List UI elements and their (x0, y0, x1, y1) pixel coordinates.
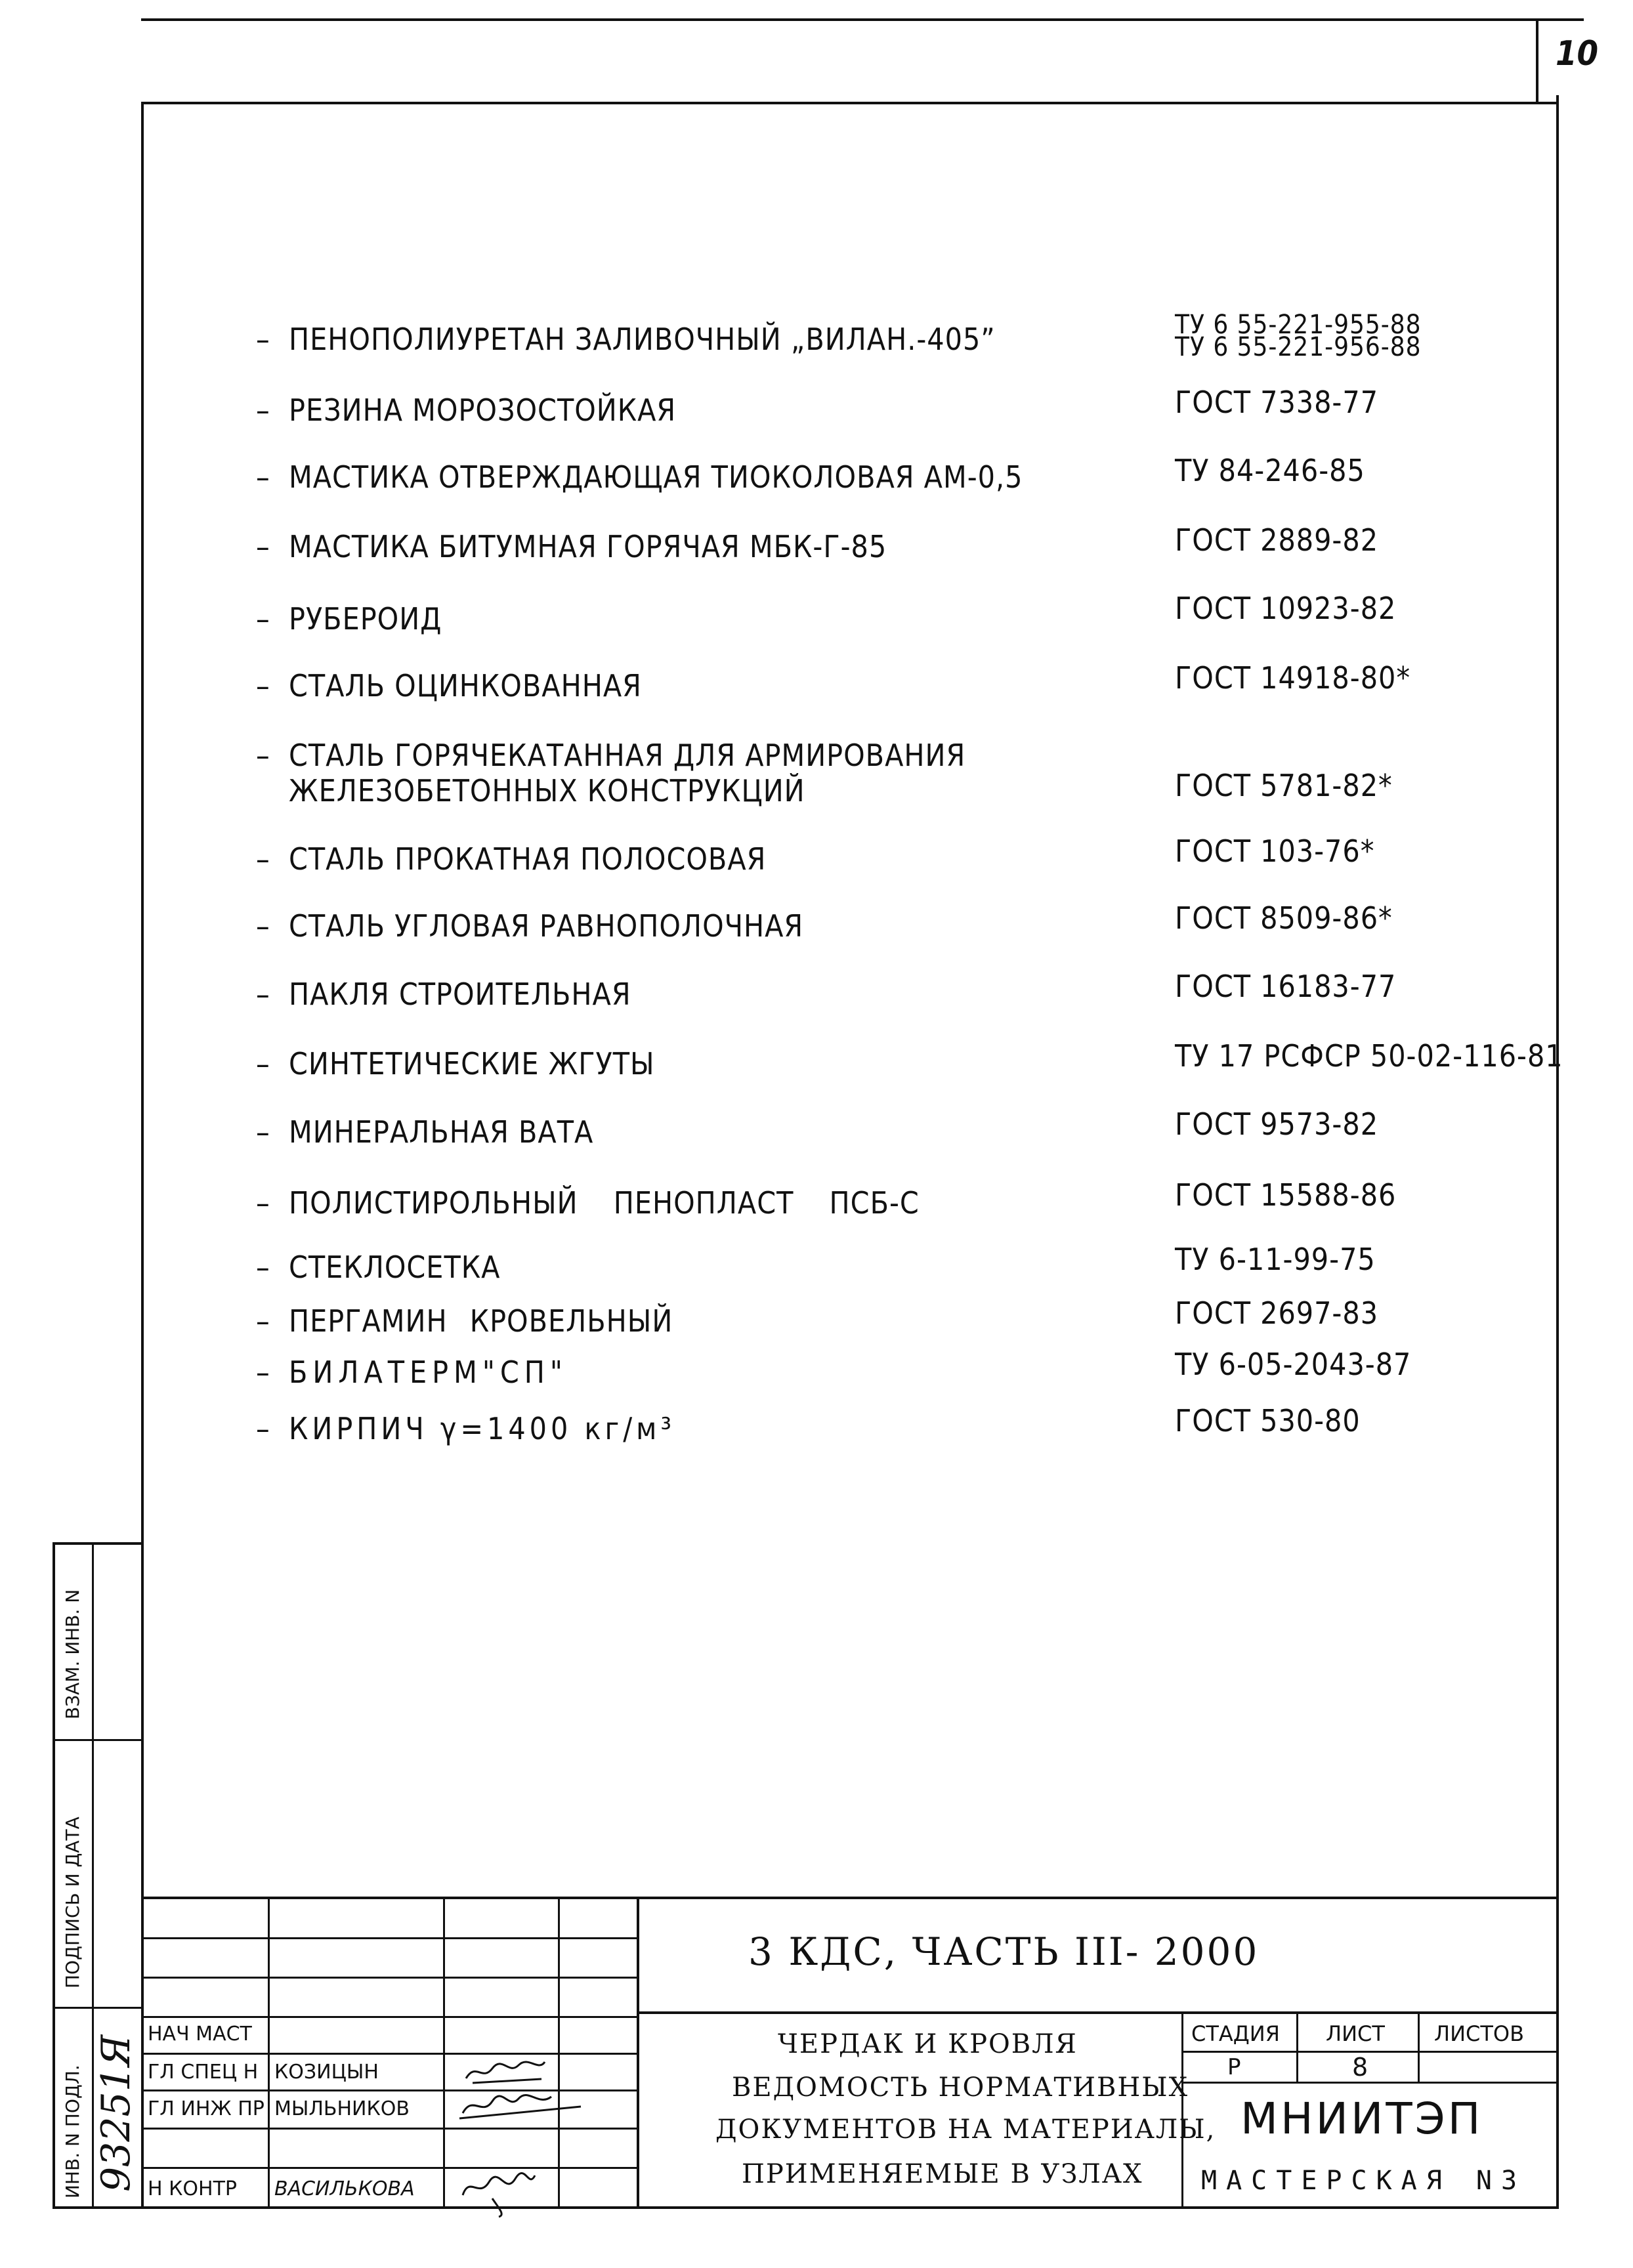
side-strip-left (53, 1542, 55, 2209)
material-name: – РЕЗИНА МОРОЗОСТОЙКАЯ (256, 392, 677, 428)
tb-top (141, 1897, 1559, 1899)
material-name: – ПЕНОПОЛИУРЕТАН ЗАЛИВОЧНЫЙ „ВИЛАН.-405” (256, 322, 996, 357)
tb-stage-row-1 (1181, 2051, 1559, 2053)
material-name: – СТАЛЬ УГЛОВАЯ РАВНОПОЛОЧНАЯ (256, 908, 804, 944)
material-doc: ГОСТ 14918-80* (1175, 660, 1411, 696)
material-doc: ТУ 17 РСФСР 50-02-116-81 (1175, 1038, 1563, 1074)
page-number: 10 (1556, 34, 1599, 74)
top-rule (141, 18, 1584, 21)
material-doc: ГОСТ 7338-77 (1175, 385, 1379, 420)
drawing-title-line-4: ПРИМЕНЯЕМЫЕ В УЗЛАХ (742, 2159, 1143, 2189)
sheet-value: 8 (1352, 2053, 1368, 2082)
tb-stage-col-left (1181, 2011, 1183, 2208)
name-kozicyn: КОЗИЦЫН (274, 2061, 379, 2084)
material-name: – СТАЛЬ ПРОКАТНАЯ ПОЛОСОВАЯ (256, 841, 767, 877)
side-strip-sep-1 (53, 1739, 143, 1741)
material-doc: ГОСТ 15588-86 (1175, 1177, 1397, 1213)
tb-stage-row-2 (1181, 2082, 1559, 2084)
material-name: – СТАЛЬ ОЦИНКОВАННАЯ (256, 668, 642, 704)
frame-left (141, 102, 144, 2208)
material-name: – ПЕРГАМИН КРОВЕЛЬНЫЙ (256, 1303, 673, 1339)
role-n-kontr: Н КОНТР (148, 2177, 237, 2200)
drawing-title-line-1: ЧЕРДАК И КРОВЛЯ (778, 2029, 1078, 2059)
project-code: 3 КДС, ЧАСТЬ III- 2000 (748, 1929, 1260, 1974)
organization-name: МНИИТЭП (1241, 2093, 1483, 2144)
role-nach-mast: НАЧ МАСТ (148, 2023, 252, 2046)
stage-header: СТАДИЯ (1191, 2021, 1280, 2046)
material-doc: ГОСТ 103-76* (1175, 833, 1375, 869)
material-name: – КИРПИЧ γ=1400 кг/м³ (256, 1411, 675, 1446)
material-name: – МАСТИКА ОТВЕРЖДАЮЩАЯ ТИОКОЛОВАЯ АМ-0,5 (256, 459, 1023, 495)
material-name: – СИНТЕТИЧЕСКИЕ ЖГУТЫ (256, 1046, 655, 1082)
material-name: – СТЕКЛОСЕТКА (256, 1250, 501, 1285)
tb-row-7 (141, 2167, 637, 2169)
tb-col-title (637, 1897, 639, 2208)
tb-row-1 (141, 1937, 637, 1939)
material-name: – БИЛАТЕРМ"СП" (256, 1354, 568, 1390)
material-doc: ТУ 6-05-2043-87 (1175, 1347, 1412, 1382)
material-doc: ГОСТ 8509-86* (1175, 900, 1393, 936)
material-doc: ТУ 84-246-85 (1175, 453, 1365, 488)
material-name: – МИНЕРАЛЬНАЯ ВАТА (256, 1114, 594, 1150)
page-number-divider (1536, 18, 1538, 104)
frame-bottom (53, 2206, 1559, 2209)
tb-stage-col-2 (1296, 2011, 1298, 2084)
tb-row-6 (141, 2128, 637, 2130)
material-name: – ПОЛИСТИРОЛЬНЫЙ ПЕНОПЛАСТ ПСБ-С (256, 1185, 920, 1221)
material-name: – СТАЛЬ ГОРЯЧЕКАТАННАЯ ДЛЯ АРМИРОВАНИЯ (256, 738, 966, 773)
side-label-vzam-inv: ВЗАМ. ИНВ. N (62, 1589, 83, 1719)
name-mylnikov: МЫЛЬНИКОВ (274, 2097, 410, 2120)
material-name: – РУБЕРОИД (256, 601, 442, 637)
role-gl-inzh: ГЛ ИНЖ ПР (148, 2097, 265, 2120)
side-label-inv-podl: ИНВ. N ПОДЛ. (62, 2065, 83, 2198)
material-doc: ГОСТ 2889-82 (1175, 522, 1379, 558)
material-doc: ГОСТ 2697-83 (1175, 1295, 1379, 1331)
frame-right (1556, 95, 1559, 2208)
sheet-header: ЛИСТ (1326, 2021, 1385, 2046)
tb-row-3 (141, 2016, 637, 2018)
name-vasilkova: ВАСИЛЬКОВА (274, 2177, 415, 2200)
material-doc: ГОСТ 5781-82* (1175, 768, 1393, 803)
side-strip-top (53, 1542, 143, 1545)
role-gl-spec: ГЛ СПЕЦ Н (148, 2061, 259, 2084)
material-doc: ГОСТ 16183-77 (1175, 969, 1397, 1004)
material-doc: ТУ 6 55-221-955-88 ТУ 6 55-221-956-88 (1175, 310, 1422, 362)
material-name-continued: ЖЕЛЕЗОБЕТОННЫХ КОНСТРУКЦИЙ (289, 773, 805, 808)
drawing-title-line-2: ВЕДОМОСТЬ НОРМАТИВНЫХ (732, 2072, 1189, 2103)
tb-stage-col-3 (1418, 2011, 1420, 2084)
signature-mylnikov (453, 2087, 584, 2126)
material-doc: ГОСТ 530-80 (1175, 1403, 1361, 1438)
side-strip-sep-2 (53, 2007, 143, 2009)
material-name: – ПАКЛЯ СТРОИТЕЛЬНАЯ (256, 976, 631, 1012)
material-doc: ГОСТ 9573-82 (1175, 1106, 1379, 1142)
drawing-title-line-3: ДОКУМЕНТОВ НА МАТЕРИАЛЫ, (715, 2114, 1216, 2145)
material-name: – МАСТИКА БИТУМНАЯ ГОРЯЧАЯ МБК-Г-85 (256, 529, 887, 564)
workshop-name: МАСТЕРСКАЯ N3 (1201, 2166, 1527, 2196)
tb-row-2 (141, 1977, 637, 1979)
material-doc: ГОСТ 10923-82 (1175, 591, 1397, 626)
signature-vasilkova (453, 2166, 545, 2218)
frame-top (141, 102, 1559, 104)
inventory-number: 93251Я (93, 2034, 139, 2192)
side-label-podpis-data: ПОДПИСЬ И ДАТА (62, 1816, 83, 1988)
tb-title-sep (637, 2011, 1559, 2014)
material-doc: ТУ 6-11-99-75 (1175, 1242, 1376, 1277)
tb-row-4 (141, 2053, 637, 2055)
stage-value: Р (1227, 2054, 1241, 2080)
signature-kozicyn (459, 2055, 551, 2088)
sheets-header: ЛИСТОВ (1434, 2021, 1525, 2046)
